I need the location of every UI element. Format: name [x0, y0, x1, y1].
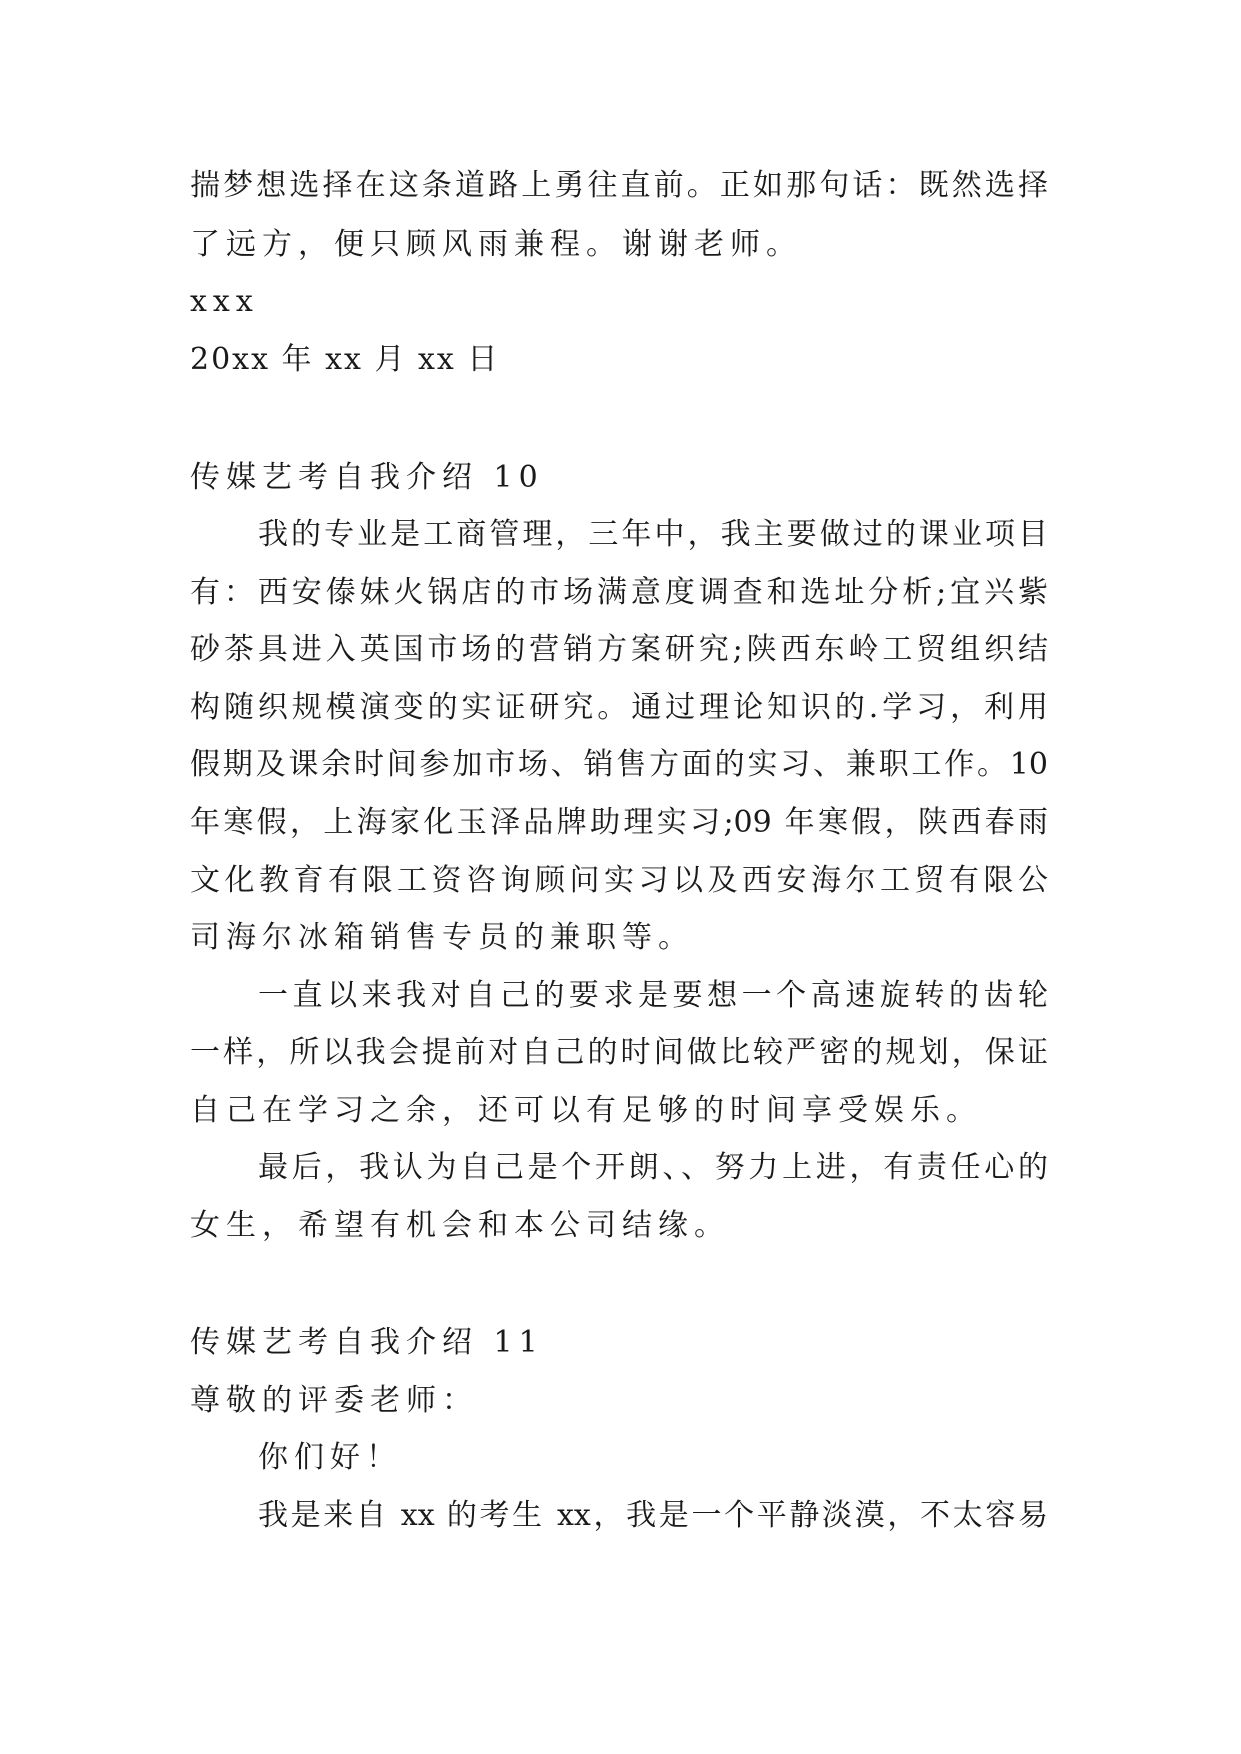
paragraph-line: 砂茶具进入英国市场的营销方案研究;陕西东岭工贸组织结 [190, 632, 1048, 667]
paragraph-line: 假期及课余时间参加市场、销售方面的实习、兼职工作。10 [190, 747, 1048, 782]
signature-name: xxx [190, 284, 259, 319]
paragraph-line: 我是来自 xx 的考生 xx，我是一个平静淡漠，不太容易 [258, 1498, 1048, 1533]
paragraph-line: 女生，希望有机会和本公司结缘。 [190, 1208, 730, 1243]
paragraph-line: 年寒假，上海家化玉泽品牌助理实习;09 年寒假，陕西春雨 [190, 805, 1048, 840]
paragraph-line: 一样，所以我会提前对自己的时间做比较严密的规划，保证 [190, 1035, 1048, 1070]
paragraph-line: 揣梦想选择在这条道路上勇往直前。正如那句话：既然选择 [190, 168, 1048, 203]
paragraph-line: 司海尔冰箱销售专员的兼职等。 [190, 920, 694, 955]
paragraph-line: 了远方，便只顾风雨兼程。谢谢老师。 [190, 227, 802, 262]
paragraph-line: 有：西安傣妹火锅店的市场满意度调查和选址分析;宜兴紫 [190, 575, 1048, 610]
paragraph-line: 自己在学习之余，还可以有足够的时间享受娱乐。 [190, 1093, 982, 1128]
signature-date: 20xx 年 xx 月 xx 日 [190, 342, 500, 377]
paragraph-line: 一直以来我对自己的要求是要想一个高速旋转的齿轮 [258, 978, 1048, 1013]
section-heading: 传媒艺考自我介绍 11 [190, 1325, 544, 1360]
greeting: 你们好！ [258, 1440, 402, 1475]
paragraph-line: 构随织规模演变的实证研究。通过理论知识的.学习，利用 [190, 690, 1048, 725]
paragraph-line: 我的专业是工商管理，三年中，我主要做过的课业项目 [258, 517, 1048, 552]
paragraph-line: 最后，我认为自己是个开朗、、努力上进，有责任心的 [258, 1150, 1048, 1185]
section-heading: 传媒艺考自我介绍 10 [190, 460, 544, 495]
paragraph-line: 文化教育有限工资咨询顾问实习以及西安海尔工贸有限公 [190, 863, 1048, 898]
salutation: 尊敬的评委老师： [190, 1383, 478, 1418]
